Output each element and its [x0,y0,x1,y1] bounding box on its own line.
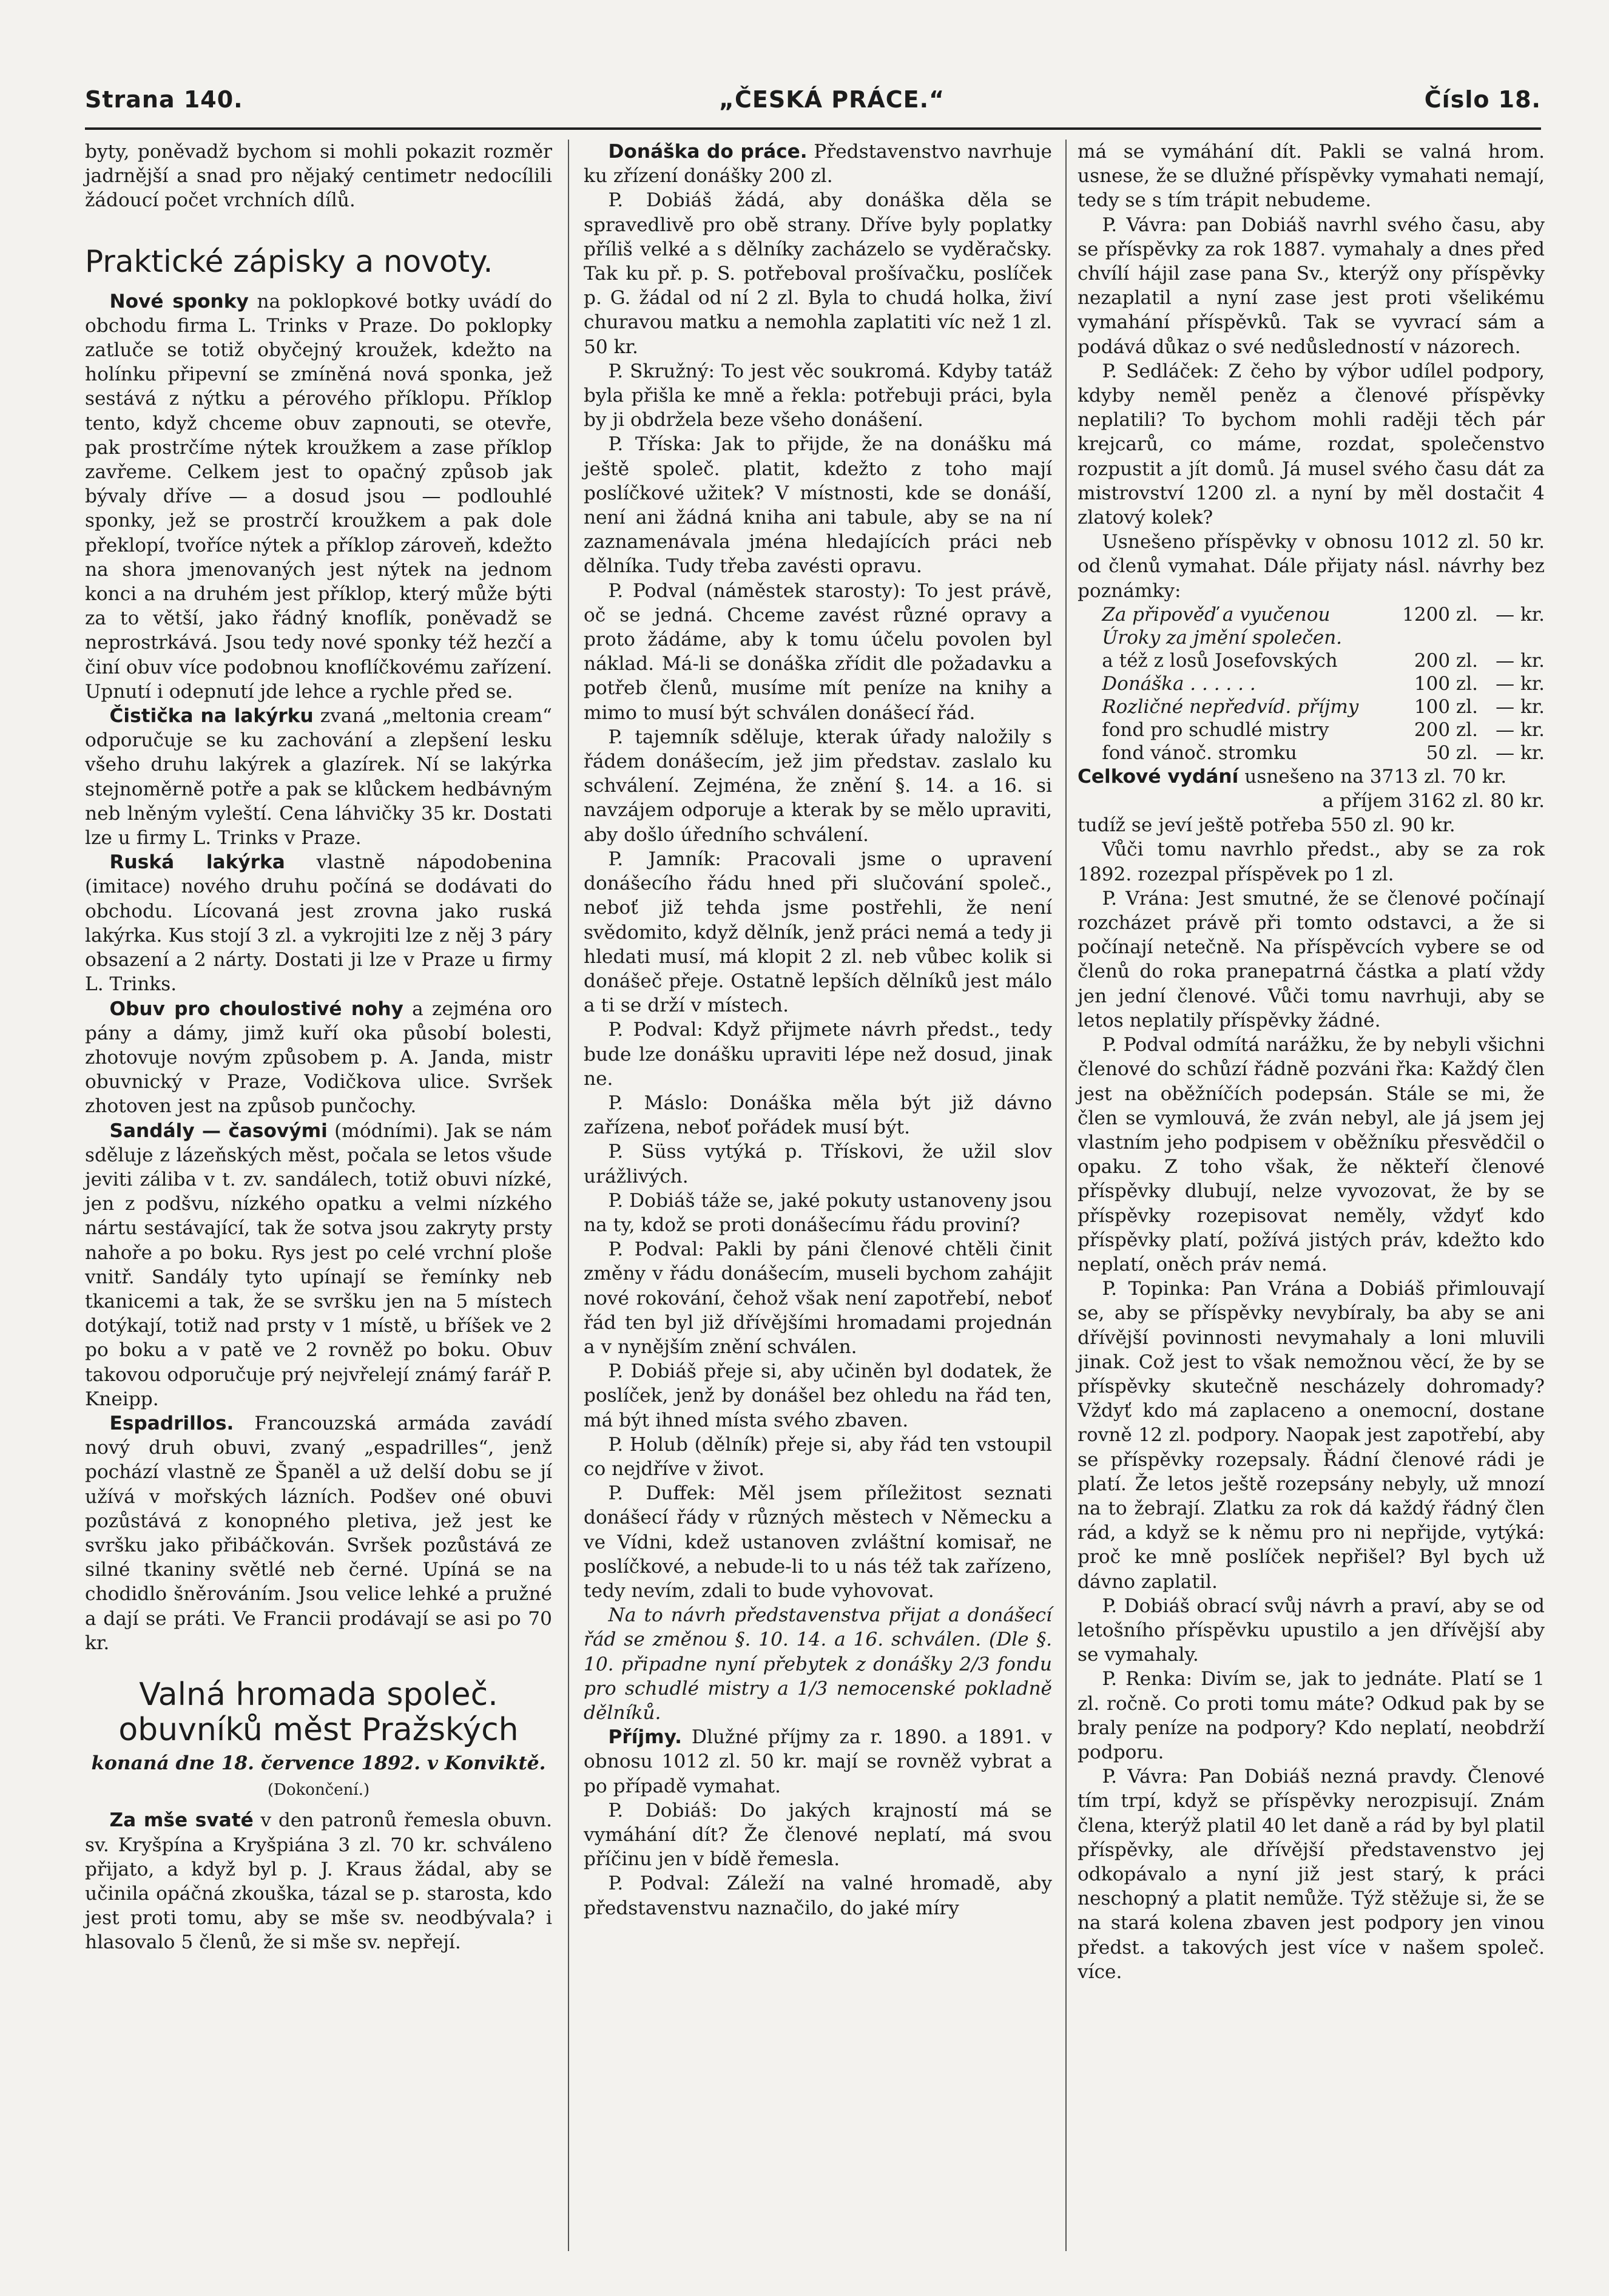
table-row: fond vánoč. stromku 50 zl. — kr. [1102,741,1545,764]
paragraph: tudíž se jeví ještě potřeba 550 zl. 90 kr. [1078,814,1456,837]
lead-term: Ruská lakýrka [109,851,285,874]
paragraph: Za mše svaté v den patronů řemesla obuvn. sv. Kryšpína a Kryšpiána 3 zl. 70 kr. schváleno přijato, a když byl p. J. Kraus žádal, aby se učinila opáčná zkouška, tázal se p. starosta, kdo jest proti tomu, aby se mše sv. neodbývala? i hlasovalo 5 členů, že si mše sv. nepřejí. [85,1809,552,1954]
lead-term: Celkové vydání [1078,765,1239,788]
table-row: Rozličné nepředvíd. příjmy 100 zl. — kr. [1102,695,1545,718]
paragraph: P. Dobiáš přeje si, aby učiněn byl dodatek, že poslíček, jenž by donášel bez ohledu na řád ten, má být ihned místa svého zbaven. [584,1360,1052,1431]
paragraph: P. Dobiáš táže se, jaké pokuty ustanoveny jsou na ty, kdož se proti donášecímu řádu proviní? [584,1189,1052,1236]
paragraph: P. Podval: Když přijmete návrh předst., tedy bude lze donášku upraviti lépe než dosud, jinak ne. [584,1019,1052,1090]
continuation-note: (Dokončení.) [267,1781,370,1800]
column-divider-1 [568,140,569,2251]
section-title: Praktické zápisky a novoty. [85,243,493,279]
column-1 [85,140,552,1955]
paragraph: P. Vrána: Jest smutné, že se členové počínají rozcházet právě při tomto odstavci, a že si počínají netečně. Na příspěvcích vybere se od členů do roka pranepatrná částka a platí vždy jen jední členové. Vůči tomu navrhuji, aby se letos neplatily příspěvky žádné. [1078,887,1545,1032]
lead-term: Espadrillos. [109,1412,234,1434]
paragraph: P. Podval odmítá narážku, že by nebyli všichni členové do schůzí řádně pozváni řka: Každý člen jest na oběžníčích podepsán. Stále se mi, že člen se vymlouvá, že zván nebyl, ale já jsem jej vlastním jeho podpisem v oběžníku přesvědčil o opaku. Z toho však, že někteří členové příspěvky dlubují, nelze vyvozovat, že by se příspěvky rozepisovat neměly, vždyť kdo příspěvky platí, požívá jistých práv, kdežto kdo neplatí, oněch práv nemá. [1078,1034,1545,1275]
paragraph: Usnešeno příspěvky v obnosu 1012 zl. 50 kr. od členů vymahat. Dále přijaty násl. návrhy bez poznámky: [1078,531,1545,602]
paragraph: P. Jamník: Pracovali jsme o upravení donášecího řádu hned při slučování společ., neboť již tehda jsme postřehli, že není svědomito, když dělník, jenž práci nemá a tedy ji hledati musí, má klopit 2 zl. neb vůbec kolik si donášeč přeje. Ostatně lepších dělníků jest málo a ti se drží v místech. [584,848,1052,1017]
paragraph: P. Renka: Divím se, jak to jednáte. Platí se 1 zl. ročně. Co proti tomu máte? Odkud pak by se braly peníze na podpory? Kdo neplatí, neobdrží podporu. [1078,1668,1545,1763]
lead-term: Čistička na lakýrku [109,705,314,728]
paragraph: P. Dobiáš obrací svůj návrh a praví, aby se od letošního příspěvku upustilo a jen dřívější aby se vymahaly. [1078,1595,1545,1666]
paragraph: P. Holub (dělník) přeje si, aby řád ten vstoupil co nejdříve v život. [584,1433,1052,1480]
lead-term: Nové sponky [109,290,249,312]
paragraph: P. Podval: Záleží na valné hromadě, aby představenstvu naznačilo, do jaké míry [584,1872,1052,1919]
paragraph: Nové sponky na poklopkové botky uvádí do obchodu firma L. Trinks v Praze. Do poklopky zatluče se totiž obyčejný kroužek, kdežto na holínku připevní se zmíněná nová sponka, jež sestává z nýtku a pérového příklopu. Příklop tento, když chceme obuv zapnouti, se otevře, pak prostrčíme nýtek kroužkem a zase příklop zavřeme. Celkem jest to opačný způsob jak bývaly dříve — a dosud jsou — podlouhlé sponky, jež se prostrčí kroužkem a pak dole překlopí, tvoříce nýtek a příklop zároveň, kdežto na shora jmenovaných jest nýtek na jednom konci a na druhém jest příklop, který může býti za to větší, jako řádný knoflík, poněvadž se neprostrkává. Jsou tedy nové sponky též hezčí a činí obuv více podobnou knoflíčkovému zařízení. Upnutí i odepnutí jde lehce a rychle před se. [85,290,552,703]
paragraph: P. Topinka: Pan Vrána a Dobiáš přimlouvají se, aby se příspěvky nevybíraly, ba aby se ani dřívější povinnosti nevymahaly a loni mluvili jinak. Což jest to však nemožnou věcí, že by se příspěvky skutečně nescházely dohromady? Vždyť kdo má zaplaceno a onemocní, dostane rovně 12 zl. podpory. Naopak jest zapotřebí, aby se příspěvky rozepsaly. Řádní členové rádi je platí. Že letos ještě rozepsány nebyly, už mnozí na to žebrají. Zlatku za rok dá každý řádný člen rád, a když se k němu pro ni nepřijde, vytýká: proč ke mně poslíček nepřišel? Byl bych už dávno zaplatil. [1078,1278,1545,1593]
lead-term: Sandály — časovými [109,1119,328,1142]
paragraph: P. Skružný: To jest věc soukromá. Kdyby tatáž byla přišla ke mně a řekla: potřebuji práci, byla by ji obdržela beze všeho donášení. [584,360,1052,431]
lead-term: Obuv pro choulostivé nohy [109,998,403,1020]
column-divider-2 [1065,140,1067,2251]
table-row: a též z losů Josefovských 200 zl. — kr. [1102,649,1545,672]
paragraph: a příjem 3162 zl. 80 kr. [1322,790,1545,812]
paragraph: Vůči tomu navrhlo předst., aby se za rok 1892. rozezpal příspěvek po 1 zl. [1078,839,1545,885]
column-3 [1078,140,1545,1984]
lead-term: Donáška do práce. [608,141,808,163]
paragraph: Sandály — časovými (módními). Jak se nám sděluje z lázeňských měst, počala se letos všude jeviti záliba v t. zv. sandálech, totiž obuvi nízké, jen z podšvu, nízkého opatku a velmi nízkého nártu sestávající, tak že sotva jsou zakryty prsty nahoře a po boku. Rys jest po celé vrchní ploše vnitř. Sandály tyto upínají se řemínky neb tkanicemi a tak, že se svršku jen na 5 místech dotýkají, totiž nad prsty v 1 místě, u bříšek ve 2 po boku a v patě ve 2 rovněž po boku. Obuv takovou odporučuje prý nejvřelejí známý farář P. Kneipp. [85,1119,552,1410]
paragraph: P. Tříska: Jak to přijde, že na donášku má ještě společ. platit, kdežto z toho mají poslíčkové užitek? V místnosti, kde se donáší, není ani žádná kniha ani tabule, aby se na ní zaznamenávala jména hledajících práci neb dělníka. Tudy třeba zavésti opravu. [584,433,1052,578]
page-number: Strana 140. [85,86,243,113]
paragraph: Příjmy. Dlužné příjmy za r. 1890. a 1891. v obnosu 1012 zl. 50 kr. mají se rovněž vybrat a po případě vymahat. [584,1726,1052,1797]
paragraph: P. Vávra: pan Dobiáš navrhl svého času, aby se příspěvky za rok 1887. vymahaly a dnes před chvílí hájil zase pana Sv., kterýž ony příspěvky nezaplatil a nyní zase jest proti všelikému vymahání příspěvků. Tak se vyvrací sám a podává důkaz o své nedůsledností v názorech. [1078,214,1545,358]
issue-number: Číslo 18. [1424,86,1541,113]
header-rule [85,127,1541,130]
paragraph: Čistička na lakýrku zvaná „meltonia cream“ odporučuje se ku zachování a zlepšení lesku všeho druhu lakýrek a glazírek. Ní se lakýrka stejnoměrně potře a pak se klůckem hedbávným neb lněným vyleští. Cena láhvičky 35 kr. Dostati lze u firmy L. Trinks v Praze. [85,705,552,849]
budget-table [1078,603,1545,765]
paragraph: Ruská lakýrka vlastně nápodobenina (imitace) nového druhu počíná se dodávati do obchodu. Lícovaná jest zrovna jako ruská lakýrka. Kus stojí 3 zl. a vykrojiti lze z něj 3 páry obsazení a 2 nárty. Dostati ji lze v Praze u firmy L. Trinks. [85,851,552,996]
paragraph: byty, poněvadž bychom si mohli pokazit rozměr jadrnější a snad pro nějaký centimetr nedocílili žádoucí počet vrchních dílů. [85,141,552,212]
table-row: Za připověď a vyučenou 1200 zl. — kr. [1102,603,1545,626]
paragraph: P. Podval: Pakli by páni členové chtěli činit změny v řádu donášecím, museli bychom zahájit nové rokování, čehož však není zapotřebí, neboť řád ten byl již dřívějšími hromadami projednán a v nynějším znění schválen. [584,1238,1052,1358]
paragraph: P. Dobiáš žádá, aby donáška děla se spravedlivě pro obě strany. Dříve byly poplatky příliš velké a s dělníky zacházelo se vyděračsky. Tak ku př. p. S. potřeboval prošívačku, poslíček p. G. žádal od ní 2 zl. Byla to chudá holka, živí churavou matku a nemohla zaplatiti víc než 1 zl. 50 kr. [584,189,1052,358]
paragraph: P. Süss vytýká p. Třískovi, že užil slov urážlivých. [584,1141,1052,1187]
paragraph: P. Dobiáš: Do jakých krajností má se vymáhání dít? Že členové neplatí, má svou příčinu jen v bídě řemesla. [584,1799,1052,1871]
column-2 [584,140,1052,1920]
paragraph: má se vymáhání dít. Pakli se valná hrom. usnese, že se dlužné příspěvky vymahati nemají, tedy se s tím trápit nebudeme. [1078,141,1545,212]
journal-title: „ČESKÁ PRÁCE.“ [719,86,945,113]
paragraph: P. tajemník sděluje, kterak úřady naložily s řádem donášecím, jež jim představ. zaslalo ku schválení. Zejména, že znění §. 14. a 16. si navzájem odporuje a kterak by se mělo upraviti, aby došlo úředního schválení. [584,726,1052,846]
paragraph: Obuv pro choulostivé nohy a zejména oro pány a dámy, jimž kuří oka působí bolesti, zhotovuje novým způsobem p. A. Janda, mistr obuvnický v Praze, Vodičkova ulice. Svršek zhotoven jest na způsob punčochy. [85,998,552,1118]
paragraph: P. Podval (náměstek starosty): To jest právě, oč se jedná. Chceme zavést různé opravy a proto žádáme, aby k tomu účelu povolen byl náklad. Má-li se donáška zřídit dle požadavku a potřeb členů, musíme mít peníze na knihy a mimo to musí být schválen donášecí řád. [584,579,1052,724]
paragraph: Donáška do práce. Představenstvo navrhuje ku zřízení donášky 200 zl. [584,141,1052,187]
paragraph: Na to návrh představenstva přijat a donášecí řád se změnou §. 10. 14. a 16. schválen. (Dle §. 10. připadne nyní přebytek z donášky 2/3 fondu pro schudlé mistry a 1/3 nemocenské pokladně dělníků. [584,1604,1052,1724]
page-header [85,86,1541,123]
article-title: Valná hromada společ. obuvníků měst Pražských [118,1676,519,1748]
paragraph: P. Vávra: Pan Dobiáš nezná pravdy. Členové tím trpí, když se příspěvky nerozpisují. Znám člena, kterýž platil 40 let daně a rád by byl platil příspěvky, ale dřívější představenstvo jej odkopávalo a nyní již jest starý, k práci neschopný a platit nemůže. Týž stěžuje si, že se na stará kolena zbaven jest podpory jen vinou předst. a takových jest více v našem společ. více. [1078,1766,1545,1983]
paragraph: P. Máslo: Donáška měla být již dávno zařízena, neboť pořádek musí být. [584,1092,1052,1139]
table-row: Úroky za jmění společen. [1102,626,1343,649]
table-row: Donáška . . . . . . 100 zl. — kr. [1102,672,1545,695]
lead-term: Za mše svaté [109,1809,254,1832]
article-subtitle: konaná dne 18. července 1892. v Konviktě. [91,1752,546,1774]
lead-term: Příjmy. [608,1726,682,1749]
paragraph: P. Sedláček: Z čeho by výbor udílel podpory, kdyby neměl peněz a členové příspěvky neplatili? To bychom mohli raději těch pár krejcarů, co máme, rozdat, společenstvo rozpustit a jít domů. Já musel svého času dát za mistrovství 1200 zl. a nyní by měl dostačit 4 zlatový kolek? [1078,360,1545,529]
paragraph: P. Duffek: Měl jsem příležitost seznati donášecí řády v různých městech v Německu a ve Vídni, kdež ustanoven zvláštní komisař, ne poslíčkové, a nebude-li to u nás též tak zařízeno, tedy nevím, zdali to bude vyhovovat. [584,1482,1052,1602]
paragraph: Celkové vydání usnešeno na 3713 zl. 70 kr. [1078,765,1507,788]
paragraph: Espadrillos. Francouzská armáda zavádí nový druh obuvi, zvaný „espadrilles“, jenž pochází vlastně ze Španěl a už delší dobu se jí užívá v mořských lázních. Podšev oné obuvi pozůstává z konopného pletiva, jež jest ke svršku jako přibáčkován. Svršek pozůstává ze silné tkaniny světlé neb černé. Upíná se na chodidlo šněrováním. Jsou velice lehké a pružné a dají se práti. Ve Francii prodávají se asi po 70 kr. [85,1412,552,1654]
table-row: fond pro schudlé mistry 200 zl. — kr. [1102,718,1545,741]
